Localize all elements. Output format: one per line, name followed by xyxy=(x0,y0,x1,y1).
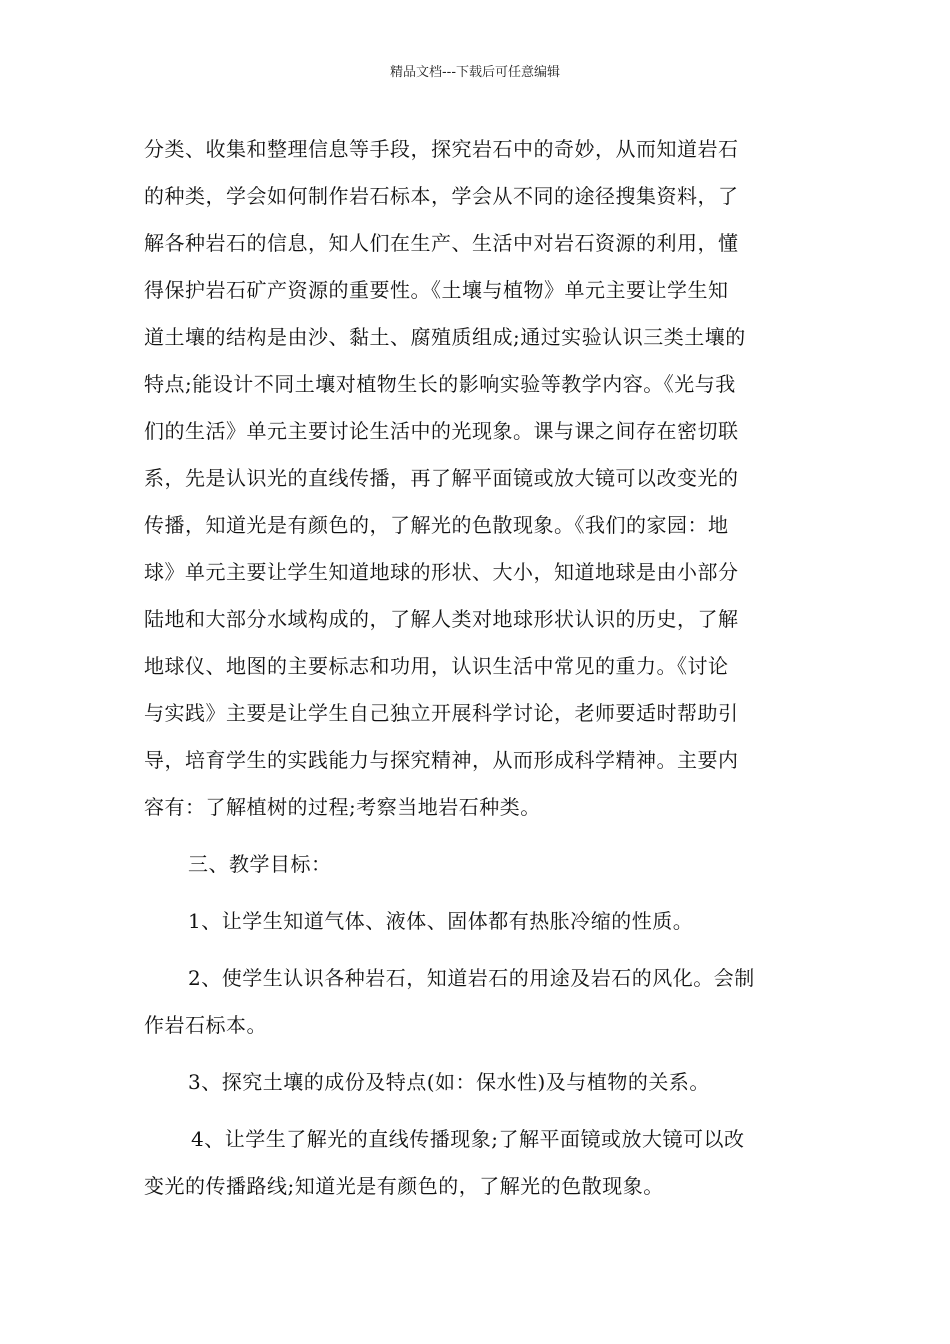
paragraph-line: 道土壤的结构是由沙、黏土、腐殖质组成;通过实验认识三类土壤的 xyxy=(144,325,746,349)
paragraph-line: 容有：了解植树的过程;考察当地岩石种类。 xyxy=(144,795,541,819)
goal-item-3 xyxy=(144,1059,814,1106)
page-header: 精品文档---下载后可任意编辑 xyxy=(389,65,561,80)
goal-item-1 xyxy=(144,898,814,945)
paragraph-line: 导，培育学生的实践能力与探究精神，从而形成科学精神。主要内 xyxy=(144,748,739,772)
goal-line: 4、让学生了解光的直线传播现象;了解平面镜或放大镜可以改 xyxy=(191,1127,745,1151)
paragraph-line: 们的生活》单元主要讨论生活中的光现象。课与课之间存在密切联 xyxy=(144,419,739,443)
goal-line: 3、探究土壤的成份及特点(如：保水性)及与植物的关系。 xyxy=(188,1070,710,1094)
document-body xyxy=(144,126,814,1210)
paragraph-line: 陆地和大部分水域构成的，了解人类对地球形状认识的历史，了解 xyxy=(144,607,739,631)
paragraph-line: 解各种岩石的信息，知人们在生产、生活中对岩石资源的利用，懂 xyxy=(144,231,739,255)
goal-line: 1、让学生知道气体、液体、固体都有热胀冷缩的性质。 xyxy=(188,909,694,933)
goal-line: 作岩石标本。 xyxy=(144,1013,267,1037)
paragraph-line: 系，先是认识光的直线传播，再了解平面镜或放大镜可以改变光的 xyxy=(144,466,739,490)
paragraph-line: 的种类，学会如何制作岩石标本，学会从不同的途径搜集资料，了 xyxy=(144,184,739,208)
body-paragraph xyxy=(144,126,814,831)
goal-line: 2、使学生认识各种岩石，知道岩石的用途及岩石的风化。会制 xyxy=(188,966,755,990)
goal-line: 变光的传播路线;知道光是有颜色的，了解光的色散现象。 xyxy=(144,1174,664,1198)
section-heading: 三、教学目标： xyxy=(188,852,332,876)
paragraph-line: 分类、收集和整理信息等手段，探究岩石中的奇妙，从而知道岩石 xyxy=(144,137,739,161)
paragraph-line: 与实践》主要是让学生自己独立开展科学讨论，老师要适时帮助引 xyxy=(144,701,739,725)
paragraph-line: 球》单元主要让学生知道地球的形状、大小，知道地球是由小部分 xyxy=(144,560,739,584)
goal-item-4 xyxy=(144,1116,814,1210)
paragraph-line: 传播，知道光是有颜色的，了解光的色散现象。《我们的家园：地 xyxy=(144,513,729,537)
paragraph-line: 特点;能设计不同土壤对植物生长的影响实验等教学内容。《光与我 xyxy=(144,372,736,396)
paragraph-line: 得保护岩石矿产资源的重要性。《土壤与植物》单元主要让学生知 xyxy=(144,278,729,302)
paragraph-line: 地球仪、地图的主要标志和功用，认识生活中常见的重力。《讨论 xyxy=(144,654,729,678)
goal-item-2 xyxy=(144,955,814,1049)
